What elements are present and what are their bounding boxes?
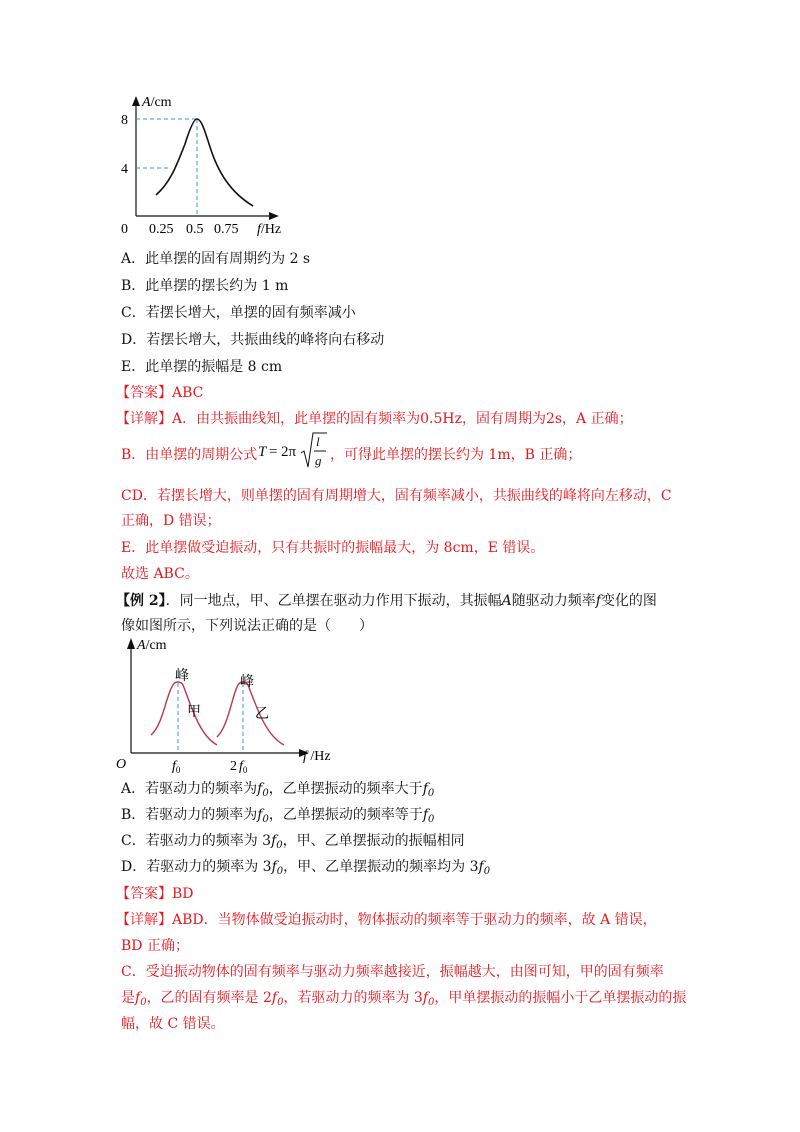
q1-detail-cd-2: 正确，D 错误； <box>121 513 221 529</box>
q2-answer: 【答案】BD <box>116 886 194 902</box>
x-axis-label: f/Hz <box>257 222 282 237</box>
y-axis-arrow <box>132 96 140 106</box>
q1-conclusion: 故选 ABC。 <box>121 566 199 582</box>
q2-option-c: C．若驱动力的频率为 $3f_0$，甲、乙单摆振动的振幅相同 <box>121 833 465 851</box>
curve-jia <box>151 682 217 745</box>
q1-detail-b-post: ，可得此单摆的摆长约为 1m，B 正确； <box>330 447 582 463</box>
q1-detail-e: E．此单摆做受迫振动，只有共振时的振幅最大，为 8cm，E 错误。 <box>121 540 545 556</box>
q1-detail-cd-1: CD．若摆长增大，则单摆的固有周期增大，固有频率减小，共振曲线的峰将向左移动，C <box>121 488 672 504</box>
curve-yi <box>217 682 284 745</box>
peak-label-2: 峰 <box>240 675 254 690</box>
q1-detail-b-pre: B．由单摆的周期公式 <box>121 447 258 463</box>
y-axis-label: A/cm <box>142 95 172 110</box>
q2-stem-line-1: 【例 2】．同一地点，甲、乙单摆在驱动力作用下振动，其振幅A随驱动力频率f变化的图 <box>116 593 657 609</box>
resonance-graph-1 <box>115 92 305 242</box>
y-tick-8: 8 <box>121 113 128 128</box>
x-axis-arrow <box>269 212 279 220</box>
x-tick-2f0: 2 $f_0$ <box>230 759 248 775</box>
resonance-graph-2 <box>115 633 355 779</box>
q1-option-c: C．若摆长增大，单摆的固有频率减小 <box>121 305 356 321</box>
q2-detail-5: 幅，故 C 错误。 <box>121 1016 225 1032</box>
q2-label: 【例 2】 <box>116 593 166 609</box>
q1-option-b: B．此单摆的摆长约为 1 m <box>121 278 289 294</box>
y-axis-label: A/cm <box>137 638 167 653</box>
svg-text:2π: 2π <box>281 444 297 460</box>
svg-text:l: l <box>316 434 320 449</box>
curve-label-yi: 乙 <box>255 707 269 722</box>
q1-answer: 【答案】ABC <box>116 385 204 401</box>
svg-text:T: T <box>258 444 267 460</box>
q2-detail-4: 是$f_0$，乙的固有频率是 $2f_0$，若驱动力的频率为 $3f_0$，甲单摆振动的振幅小于乙单摆振动的振 <box>121 990 687 1008</box>
q2-detail-1: 【详解】ABD．当物体做受迫振动时，物体振动的频率等于驱动力的频率，故 A 错误， <box>116 912 657 928</box>
q2-detail-2: BD 正确； <box>121 938 189 954</box>
q2-option-b: B．若驱动力的频率为$f_0$，乙单摆振动的频率等于$f_0$ <box>121 807 435 825</box>
q2-stem-line-2: 像如图所示，下列说法正确的是（ ） <box>121 618 373 634</box>
q2-option-a: A．若驱动力的频率为$f_0$，乙单摆振动的频率大于$f_0$ <box>121 781 435 799</box>
q2-option-d: D．若驱动力的频率为 $3f_0$，甲、乙单摆振动的频率均为 $3f_0$ <box>121 859 491 877</box>
x-tick-05: 0.5 <box>186 222 204 237</box>
resonance-curve <box>156 119 253 206</box>
peak-label-1: 峰 <box>175 669 189 684</box>
x-tick-025: 0.25 <box>149 222 174 237</box>
x-tick-075: 0.75 <box>214 222 239 237</box>
origin-label: O <box>116 757 127 772</box>
svg-text:g: g <box>315 453 322 468</box>
q1-option-a: A．此单摆的固有周期约为 2 s <box>121 251 311 267</box>
q1-detail-a: 【详解】A．由共振曲线知，此单摆的固有频率为0.5Hz，固有周期为2s，A 正确； <box>116 411 633 427</box>
x-tick-f0: $f_0$ <box>172 759 181 775</box>
q1-option-e: E．此单摆的振幅是 8 cm <box>121 359 283 375</box>
y-tick-4: 4 <box>121 162 128 177</box>
x-axis-label: f /Hz <box>303 749 331 764</box>
curve-label-jia: 甲 <box>187 705 201 720</box>
period-formula <box>257 429 329 475</box>
origin-label: 0 <box>121 222 128 237</box>
y-axis-arrow <box>127 638 135 649</box>
q2-detail-3: C．受迫振动物体的固有频率与驱动力频率越接近，振幅越大，由图可知，甲的固有频率 <box>121 964 664 980</box>
svg-text:=: = <box>269 444 278 460</box>
q1-option-d: D．若摆长增大，共振曲线的峰将向右移动 <box>121 332 385 348</box>
